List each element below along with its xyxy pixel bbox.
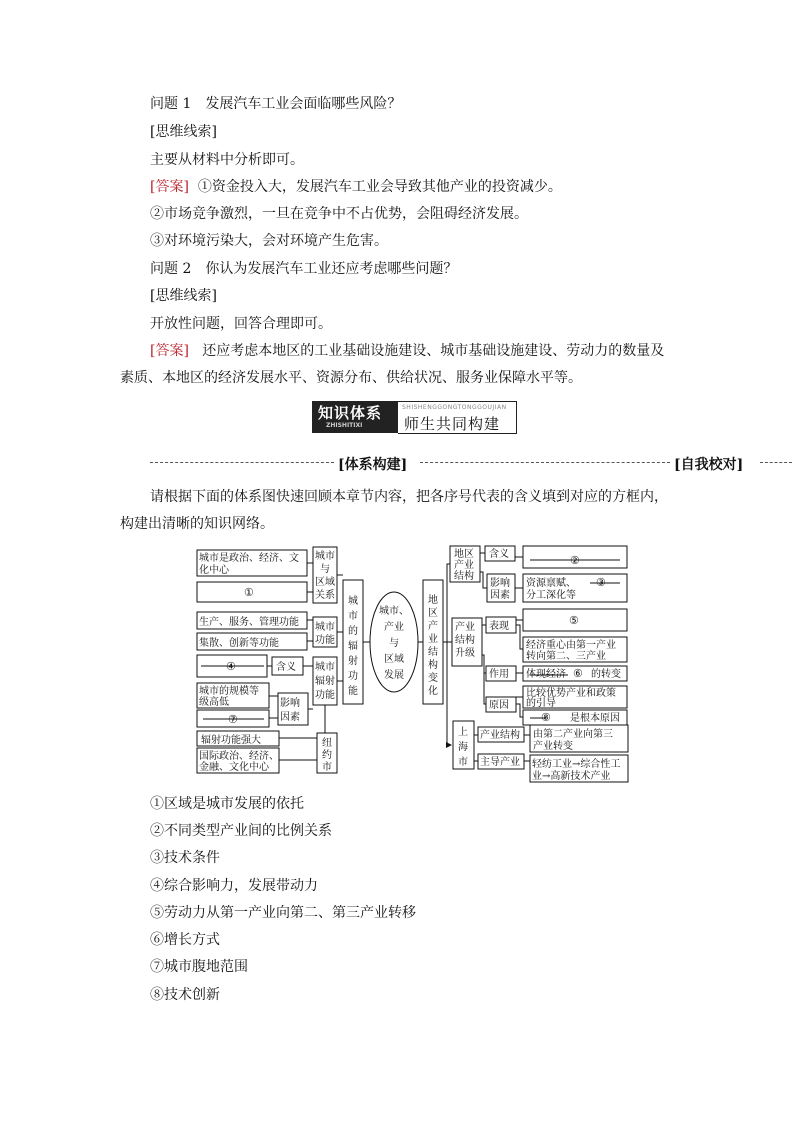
diag-text-rad-0: 城市: [315, 662, 335, 673]
diag-text-performance: 表现: [489, 621, 509, 632]
diag-text-vl-6: 能: [348, 686, 358, 697]
answer-tag: [答案]: [150, 343, 189, 359]
answer-item: ⑦城市腹地范围: [150, 959, 248, 975]
answer-2-text: 还应考虑本地区的工业基础设施建设、城市基础设施建设、劳动力的数量及: [202, 343, 665, 359]
diag-text-b9b: 金融、文化中心: [199, 762, 269, 773]
question-2: 问题 2 你认为发展汽车工业还应考虑哪些问题？: [150, 261, 458, 277]
diag-text-r6n: ⑥: [573, 667, 583, 680]
diag-text-rad-1: 辐射: [315, 676, 335, 687]
diag-text-center-1: 产业: [384, 622, 404, 633]
banner-title: 知识体系: [318, 404, 383, 422]
diag-text-center-2: 与: [389, 638, 399, 649]
diag-text-b6b: 级高低: [199, 697, 229, 708]
diag-text-center-0: 城市、: [379, 606, 409, 617]
diag-text-b6a: 城市的规模等: [199, 686, 259, 697]
diag-text-b8: 辐射功能强大: [201, 735, 261, 746]
diag-text-vr-0: 地: [428, 595, 438, 606]
diag-text-meaning-right: 含义: [489, 549, 509, 560]
diag-text-ny-1: 约: [322, 750, 332, 761]
diag-text-yx-left-2: 因素: [280, 712, 300, 723]
diag-text-r3b: ③: [596, 576, 606, 589]
answer-1-text: ①资金投入大，发展汽车工业会导致其他产业的投资减少。: [197, 179, 562, 195]
instruction-line-2: 构建出清晰的知识网络。: [120, 516, 274, 532]
diag-text-rad-2: 功能: [315, 690, 335, 701]
diag-text-bj2: 的引导: [526, 698, 556, 709]
diag-text-center-4: 发展: [384, 670, 404, 681]
diag-text-qf1: 轻纺工业→综合性工: [532, 759, 621, 770]
diag-text-b1a: 城市是政治、经济、文: [199, 553, 299, 564]
diag-text-vr-7: 化: [428, 686, 438, 697]
diag-text-vl-4: 射: [348, 656, 358, 667]
diag-text-rel-0: 城市: [315, 551, 335, 562]
diag-text-vr-3: 业: [428, 634, 438, 645]
answer-item: ④综合影响力，发展带动力: [150, 878, 318, 894]
diag-text-rel-3: 关系: [315, 590, 335, 601]
diag-text-func-0: 城市: [315, 622, 335, 633]
diag-text-sh-1: 海: [458, 742, 468, 753]
diag-text-vr-1: 区: [428, 608, 438, 619]
diag-text-b2: ①: [244, 586, 254, 599]
answer-tag: [答案]: [150, 179, 189, 195]
diag-text-vl-5: 功: [348, 671, 358, 682]
diag-text-b7: ⑦: [228, 713, 238, 726]
answer-item: ③技术条件: [150, 850, 220, 866]
instruction-line-1: 请根据下面的体系图快速回顾本章节内容，把各序号代表的含义填到对应的方框内，: [150, 489, 668, 505]
diag-text-yx-right-0: 影响: [490, 578, 510, 589]
diag-text-r3a: 资源禀赋、: [526, 578, 576, 589]
diag-text-r8: ⑧: [541, 711, 551, 724]
diag-text-sh-2: 市: [458, 757, 468, 768]
diag-text-func-1: 功能: [315, 635, 335, 646]
diag-text-sh-0: 上: [458, 727, 468, 738]
banner-subtitle: 师生共同构建: [404, 415, 501, 433]
diag-text-r2: ②: [570, 554, 580, 567]
diag-text-ny-2: 市: [322, 762, 332, 773]
diag-text-vr-2: 产: [428, 621, 438, 632]
answer-1-line-2: ②市场竞争激烈，一旦在竞争中不占优势，会阻碍经济发展。: [150, 206, 528, 222]
diag-text-vl-3: 辐: [348, 641, 358, 652]
diag-text-vr-5: 构: [428, 660, 438, 671]
diag-text-rel-2: 区域: [315, 577, 335, 588]
diag-text-zd: 主导产业: [480, 757, 520, 768]
diag-text-b1b: 化中心: [199, 565, 229, 576]
diag-text-vl-0: 城: [348, 596, 358, 607]
diag-text-ny-0: 纽: [322, 738, 332, 749]
diag-text-cyjg-1: 结构: [455, 635, 475, 646]
section-left-label: [体系构建]: [338, 457, 408, 473]
clue-label-2: [思维线索]: [150, 288, 217, 304]
diag-text-dq-1: 产业: [454, 560, 474, 571]
diag-text-b3: 生产、服务、管理功能: [199, 617, 299, 628]
clue-text-1: 主要从材料中分析即可。: [150, 152, 304, 168]
question-1: 问题 1 发展汽车工业会面临哪些风险？: [150, 96, 402, 112]
answer-1-line-3: ③对环境污染大，会对环境产生危害。: [150, 233, 388, 249]
diag-text-rel-1: 与: [320, 564, 330, 575]
diag-text-bj1: 比较优势产业和政策: [526, 688, 616, 699]
diag-text-dq-0: 地区: [454, 549, 474, 560]
clue-text-2: 开放性问题，回答合理即可。: [150, 316, 332, 332]
diag-text-cyjg2: 产业结构: [480, 730, 520, 741]
diag-text-vr-4: 结: [428, 647, 438, 658]
diag-text-yx-left-1: 影响: [280, 698, 300, 709]
diag-text-sh2: 产业转变: [533, 741, 573, 752]
diag-text-sh1: 由第二产业向第三: [533, 729, 613, 740]
answer-item: ⑥增长方式: [150, 932, 220, 948]
clue-label-1: [思维线索]: [150, 124, 217, 140]
diag-text-cyjg-2: 升级: [455, 648, 475, 659]
diag-text-r6b: 的转变: [591, 669, 621, 680]
diag-text-r8b: 是根本原因: [570, 713, 620, 724]
answer-item: ⑧技术创新: [150, 987, 220, 1003]
diag-text-role: 作用: [489, 669, 509, 680]
diag-text-b9a: 国际政治、经济、: [199, 751, 279, 762]
section-right-label: [自我校对]: [674, 457, 744, 473]
diag-text-meaning-left: 含义: [276, 662, 296, 673]
diag-text-r3c: 分工深化等: [526, 590, 576, 601]
banner-pinyin: ZHISHITIXI: [326, 422, 363, 429]
diag-text-yx-right-1: 因素: [490, 590, 510, 601]
answer-item: ②不同类型产业间的比例关系: [150, 823, 332, 839]
answer-2-line-2: 素质、本地区的经济发展水平、资源分布、供给状况、服务业保障水平等。: [120, 370, 582, 386]
diag-text-center-3: 区域: [384, 654, 404, 665]
diag-text-reason: 原因: [489, 700, 509, 711]
answer-item: ①区域是城市发展的依托: [150, 796, 304, 812]
diag-text-r5: ⑤: [569, 614, 579, 627]
answer-item: ⑤劳动力从第一产业向第二、第三产业转移: [150, 905, 416, 921]
diag-text-jj2: 转向第二、三产业: [526, 651, 606, 662]
diag-text-vr-6: 变: [428, 673, 438, 684]
diag-text-cyjg-0: 产业: [455, 622, 475, 633]
diag-text-jj1: 经济重心由第一产业: [526, 640, 616, 651]
banner-subtitle-pinyin: SHISHENGGONGTONGGOUJIAN: [402, 404, 507, 411]
diag-text-dq-2: 结构: [454, 571, 474, 582]
diag-text-vl-2: 的: [348, 626, 358, 637]
diag-text-r6: 体现经济: [526, 669, 566, 680]
diag-text-b4: 集散、创新等功能: [199, 638, 279, 649]
diag-text-b5: ④: [226, 660, 236, 673]
diag-text-vl-1: 市: [348, 611, 358, 622]
diag-text-qf2: 业→高新技术产业: [532, 771, 611, 782]
